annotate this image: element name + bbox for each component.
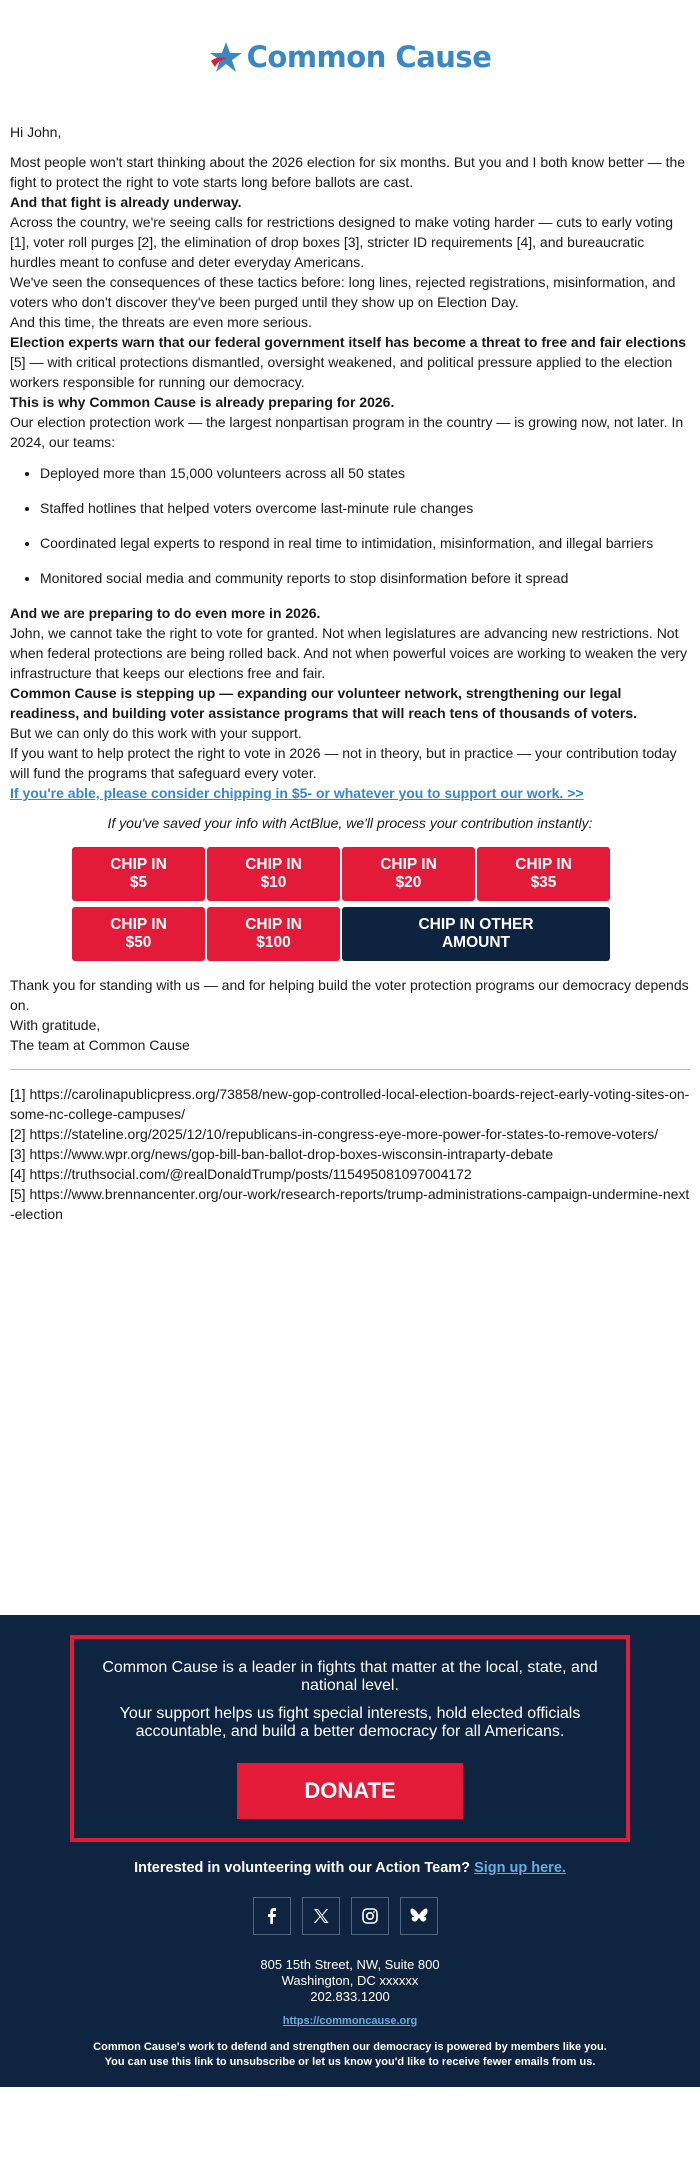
donate-text-link[interactable]: If you're able, please consider chipping in $5- or whatever you to support our work. >> (10, 785, 584, 801)
address-line-1: 805 15th Street, NW, Suite 800 (260, 1957, 440, 1972)
instagram-icon[interactable] (351, 1897, 389, 1935)
divider (10, 1069, 690, 1070)
logo-wordmark: Common Cause (246, 40, 492, 74)
logo[interactable] (0, 40, 700, 76)
paragraph-13: If you want to help protect the right to vote in 2026 — not in theory, but in practice — your contribution today will fund the programs that safeguard every voter. (10, 745, 677, 781)
closing-signoff: With gratitude, (10, 1017, 101, 1033)
paragraph-11: Common Cause is stepping up — expanding our volunteer network, strengthening our legal readiness, and building voter assistance programs that will reach tens of thousands of voters. (10, 685, 638, 721)
footer (0, 1615, 700, 2087)
chip-in-20-button[interactable]: CHIP IN $20 (342, 847, 475, 901)
closing-thanks: Thank you for standing with us — and for helping build the voter protection programs our democracy depends on. (10, 977, 689, 1013)
footnote-2: [2] https://stateline.org/2025/12/10/republicans-in-congress-eye-more-power-for-states-to-remove-voters/ (10, 1126, 659, 1142)
callout-lead-2: Your support helps us fight special interests, hold elected officials accountable, and build a better democracy for all Americans. (119, 1705, 581, 1740)
paragraph-3: Across the country, we're seeing calls for restrictions designed to make voting harder — cuts to early voting [1], voter roll purges [2], the elimination of drop boxes [3], stricter ID requirements [4], and bureaucratic hurdles meant to confuse and deter everyday Americans. (10, 214, 674, 270)
facebook-icon[interactable] (253, 1897, 291, 1935)
accomplishment-list (10, 463, 690, 603)
sign-up-link[interactable]: Sign up here. (474, 1860, 566, 1876)
star-logo-icon (209, 41, 243, 73)
paragraph-5: And this time, the threats are even more serious. (10, 314, 312, 330)
chip-in-50-button[interactable]: CHIP IN $50 (72, 907, 205, 961)
footnote-1: [1] https://carolinapublicpress.org/73858/new-gop-controlled-local-election-boards-reject-early-voting-sites-on-some-nc-college-campuses/ (10, 1086, 690, 1122)
volunteer-text: Interested in volunteering with our Action Team? (134, 1860, 471, 1876)
chip-in-100-button[interactable]: CHIP IN $100 (207, 907, 340, 961)
paragraph-6-rest: [5] — with critical protections dismantled, oversight weakened, and political pressure applied to the election workers responsible for running our democracy. (10, 354, 673, 390)
chip-in-other-button[interactable]: CHIP IN OTHER AMOUNT (342, 907, 610, 961)
chip-in-10-button[interactable]: CHIP IN $10 (207, 847, 340, 901)
callout-lead-1: Common Cause is a leader in fights that matter at the local, state, and national level. (102, 1659, 598, 1694)
website (0, 2015, 700, 2027)
paragraph-8: Our election protection work — the largest nonpartisan program in the country — is growing now, not later. In 2024, our teams: (10, 414, 684, 450)
mailing-address (0, 1957, 700, 2005)
unsubscribe-line[interactable]: You can use this link to unsubscribe or let us know you'd like to receive fewer emails from us. (104, 2056, 596, 2068)
list-item: • Deployed more than 15,000 volunteers across all 50 states (40, 463, 690, 498)
paragraph-1: Most people won't start thinking about the 2026 election for six months. But you and I both know better — the fight to protect the right to vote starts long before ballots are cast. (10, 154, 686, 190)
donate-callout (70, 1635, 630, 1842)
paragraph-12: But we can only do this work with your support. (10, 725, 302, 741)
website-link[interactable]: https://commoncause.org (282, 2015, 418, 2027)
phone-number: 202.833.1200 (310, 1989, 390, 2004)
paragraph-6-bold: Election experts warn that our federal government itself has become a threat to free and fair elections (10, 334, 687, 350)
list-item: • Coordinated legal experts to respond in real time to intimidation, misinformation, and illegal barriers (40, 533, 690, 568)
footnote-5: [5] https://www.brennancenter.org/our-work/research-reports/trump-administrations-campaign-undermine-next-election (10, 1186, 690, 1222)
address-line-2: Washington, DC xxxxxx (281, 1973, 419, 1988)
volunteer-line (0, 1860, 700, 1876)
social-links (253, 1897, 438, 1935)
footnote-3: [3] https://www.wpr.org/news/gop-bill-ban-ballot-drop-boxes-wisconsin-intraparty-debate (10, 1146, 554, 1162)
paragraph-7: This is why Common Cause is already preparing for 2026. (10, 394, 395, 410)
paragraph-4: We've seen the consequences of these tactics before: long lines, rejected registrations, misinformation, and voters who don't discover they've been purged until they show up on Election Day. (10, 274, 676, 310)
chip-in-35-button[interactable]: CHIP IN $35 (477, 847, 610, 901)
closing-signature: The team at Common Cause (10, 1037, 190, 1053)
footnote-4: [4] https://truthsocial.com/@realDonaldTrump/posts/115495081097004172 (10, 1166, 472, 1182)
actblue-note: If you've saved your info with ActBlue, we'll process your contribution instantly: (107, 815, 593, 831)
list-item: • Staffed hotlines that helped voters overcome last-minute rule changes (40, 498, 690, 533)
legal-text (0, 2040, 700, 2070)
bluesky-icon[interactable] (400, 1897, 438, 1935)
paragraph-10: John, we cannot take the right to vote for granted. Not when legislatures are advancing new restrictions. Not when federal protections are being rolled back. And not when powerful voices are working to weaken the very infrastructure that keeps our elections free and fair. (10, 625, 688, 681)
list-item: • Monitored social media and community reports to stop disinformation before it spread (40, 568, 690, 603)
legal-line-1: Common Cause's work to defend and strengthen our democracy is powered by members like you. (93, 2041, 607, 2053)
email-body (10, 122, 690, 1224)
paragraph-9: And we are preparing to do even more in 2026. (10, 605, 321, 621)
chip-in-5-button[interactable]: CHIP IN $5 (72, 847, 205, 901)
paragraph-2: And that fight is already underway. (10, 194, 242, 210)
donate-button[interactable]: DONATE (237, 1763, 463, 1819)
chip-in-buttons (0, 847, 700, 975)
greeting: Hi John, (10, 124, 62, 140)
paragraph-6 (10, 332, 690, 392)
x-icon[interactable] (302, 1897, 340, 1935)
